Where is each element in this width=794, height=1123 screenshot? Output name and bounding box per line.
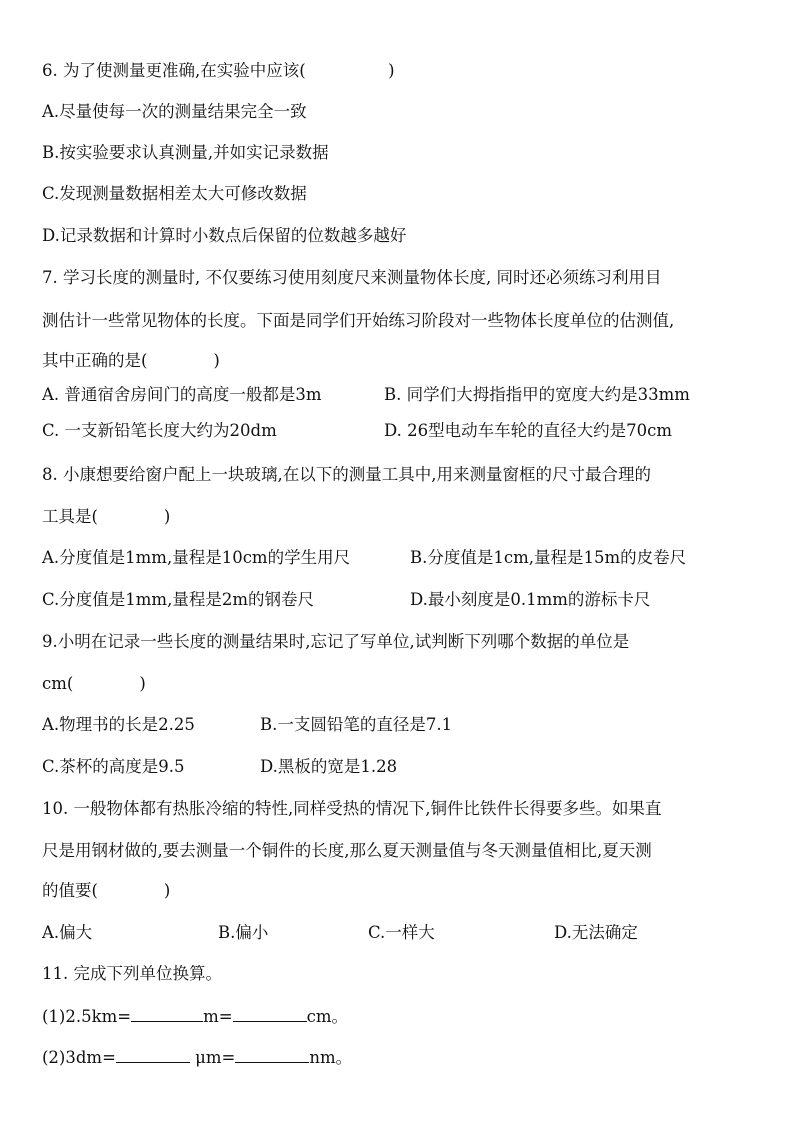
q8-stem-line2: 工具是( )	[42, 507, 171, 526]
q10-option-a: A.偏大	[42, 923, 93, 942]
q9-stem-line2: cm( )	[42, 674, 146, 693]
q7-option-c: C. 一支新铅笔长度大约为20dm	[42, 421, 277, 440]
q11-stem: 11. 完成下列单位换算。	[42, 964, 222, 983]
q6-stem: 6. 为了使测量更准确,在实验中应该( )	[42, 61, 395, 80]
q8-option-a: A.分度值是1mm,量程是10cm的学生用尺	[42, 548, 351, 567]
q6-option-b: B.按实验要求认真测量,并如实记录数据	[42, 143, 329, 162]
q10-stem-line1: 10. 一般物体都有热胀冷缩的特性,同样受热的情况下,铜件比铁件长得要多些。如果直	[42, 799, 662, 818]
q9-option-a: A.物理书的长是2.25	[42, 715, 195, 734]
q7-stem-line1: 7. 学习长度的测量时, 不仅要练习使用刻度尺来测量物体长度, 同时还必须练习利用目	[42, 268, 662, 287]
q11-part1	[42, 1005, 348, 1028]
q10-option-b: B.偏小	[218, 923, 269, 942]
q11-part1-blank-m[interactable]	[131, 1005, 203, 1022]
q10-option-d: D.无法确定	[554, 923, 638, 942]
q7-option-d: D. 26型电动车车轮的直径大约是70cm	[384, 421, 673, 440]
q8-stem-line1: 8. 小康想要给窗户配上一块玻璃,在以下的测量工具中,用来测量窗框的尺寸最合理的	[42, 465, 651, 484]
q11-part2-blank-um[interactable]	[116, 1046, 190, 1063]
q8-option-c: C.分度值是1mm,量程是2m的钢卷尺	[42, 590, 314, 609]
q11-part1-tail: cm。	[306, 1007, 348, 1026]
q8-option-b: B.分度值是1cm,量程是15m的皮卷尺	[410, 548, 687, 567]
q7-stem-line2: 测估计一些常见物体的长度。下面是同学们开始练习阶段对一些物体长度单位的估测值,	[42, 311, 675, 330]
q9-option-c: C.茶杯的高度是9.5	[42, 757, 185, 776]
q6-option-d: D.记录数据和计算时小数点后保留的位数越多越好	[42, 226, 407, 245]
q11-part2-lead: (2)3dm=	[42, 1048, 116, 1067]
q11-part2-mid: μm=	[189, 1048, 236, 1067]
q9-option-d: D.黑板的宽是1.28	[260, 757, 398, 776]
q7-stem-line3: 其中正确的是( )	[42, 351, 220, 370]
q11-part1-mid: m=	[203, 1007, 233, 1026]
q6-option-a: A.尽量使每一次的测量结果完全一致	[42, 102, 307, 121]
q7-option-b: B. 同学们大拇指指甲的宽度大约是33mm	[384, 385, 690, 404]
q6-option-c: C.发现测量数据相差太大可修改数据	[42, 184, 307, 203]
q11-part1-lead: (1)2.5km=	[42, 1007, 132, 1026]
q9-stem-line1: 9.小明在记录一些长度的测量结果时,忘记了写单位,试判断下列哪个数据的单位是	[42, 632, 630, 651]
q11-part2	[42, 1046, 352, 1069]
q10-option-c: C.一样大	[368, 923, 435, 942]
q7-option-a: A. 普通宿舍房间门的高度一般都是3m	[42, 385, 322, 404]
q11-part2-blank-nm[interactable]	[235, 1046, 309, 1063]
q10-stem-line2: 尺是用钢材做的,要去测量一个铜件的长度,那么夏天测量值与冬天测量值相比,夏天测	[42, 841, 652, 860]
q9-option-b: B.一支圆铅笔的直径是7.1	[260, 715, 453, 734]
q10-stem-line3: 的值要( )	[42, 881, 171, 900]
q8-option-d: D.最小刻度是0.1mm的游标卡尺	[410, 590, 651, 609]
q11-part1-blank-cm[interactable]	[233, 1005, 307, 1022]
q11-part2-tail: nm。	[309, 1048, 353, 1067]
